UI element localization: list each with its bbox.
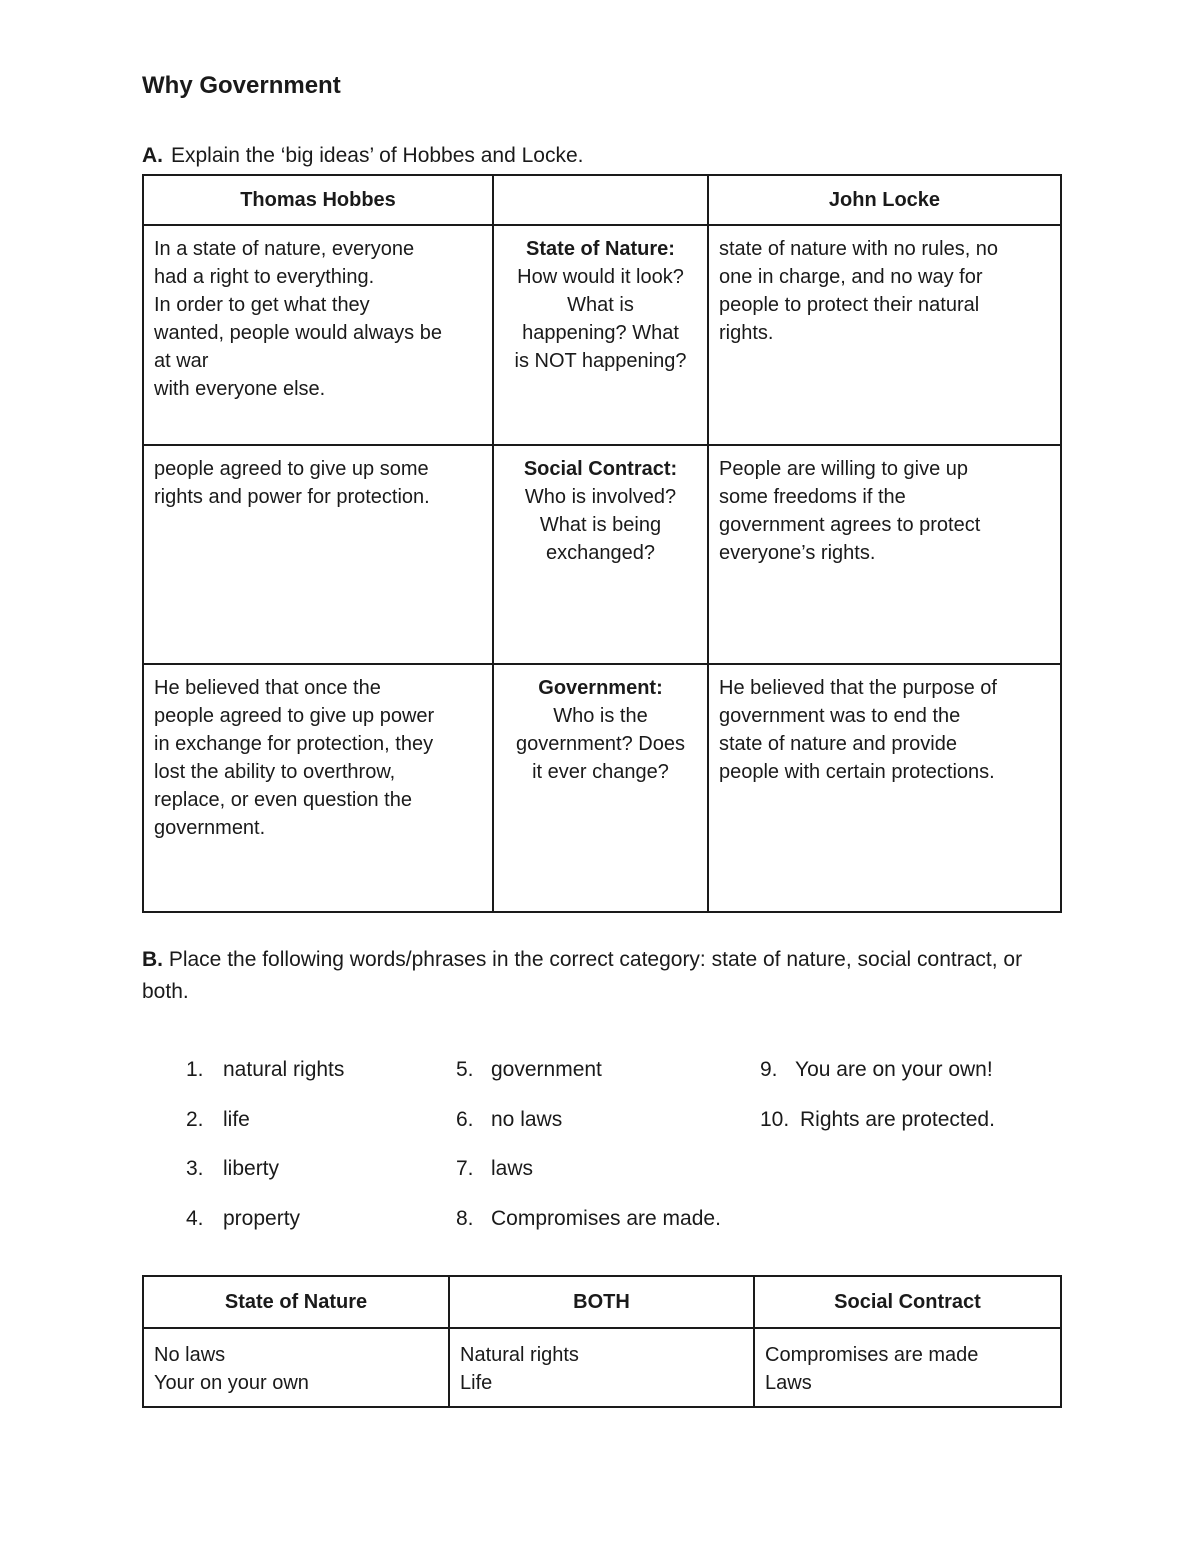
- prompt-government: [493, 664, 708, 912]
- list-number: 8.: [456, 1206, 474, 1230]
- list-number: 6.: [456, 1107, 474, 1131]
- header-hobbes: Thomas Hobbes: [143, 175, 493, 225]
- prompt-text: Who is involved? What is being exchanged?: [524, 486, 677, 564]
- header-middle: [493, 175, 708, 225]
- locke-government: He believed that the purpose of government was to end the state of nature and provide people with certain protections.: [708, 664, 1061, 912]
- list-item: [456, 1056, 721, 1106]
- list-text: life: [223, 1107, 250, 1131]
- hobbes-locke-table: [142, 174, 1062, 913]
- header-locke: John Locke: [708, 175, 1061, 225]
- list-item: [186, 1205, 344, 1255]
- answer-state-of-nature: No laws Your on your own: [143, 1328, 449, 1407]
- list-text: liberty: [223, 1157, 280, 1180]
- header-social-contract: Social Contract: [754, 1276, 1061, 1328]
- list-text: Rights are protected.: [800, 1107, 995, 1131]
- list-text: no laws: [491, 1107, 563, 1131]
- hobbes-social-contract: people agreed to give up some rights and power for protection.: [143, 445, 493, 664]
- list-text: natural rights: [223, 1058, 345, 1081]
- list-text: Compromises are made.: [491, 1206, 721, 1230]
- list-number: 10.: [760, 1107, 790, 1131]
- prompt-title: State of Nature:: [526, 238, 675, 260]
- word-list-column-1: [186, 1056, 344, 1254]
- locke-social-contract: People are willing to give up some freedoms if the government agrees to protect everyone’s rights.: [708, 445, 1061, 664]
- prompt-state-of-nature: [493, 225, 708, 445]
- section-a-instruction: [142, 144, 584, 168]
- list-item: [186, 1155, 344, 1205]
- prompt-title: Government:: [538, 677, 663, 699]
- prompt-social-contract: [493, 445, 708, 664]
- hobbes-government: He believed that once the people agreed to give up power in exchange for protection, they lost the ability to overthrow, replace, or even question the government.: [143, 664, 493, 912]
- word-list-column-2: [456, 1056, 721, 1254]
- list-number: 5.: [456, 1058, 474, 1081]
- section-a-text: Explain the ‘big ideas’ of Hobbes and Locke.: [171, 144, 584, 167]
- prompt-title: Social Contract:: [523, 458, 678, 480]
- list-number: 2.: [186, 1107, 204, 1131]
- list-item: [186, 1056, 344, 1106]
- list-item: [760, 1056, 995, 1106]
- list-text: government: [491, 1058, 602, 1081]
- section-a-letter: A.: [142, 144, 163, 167]
- list-number: 7.: [456, 1157, 474, 1180]
- category-table: [142, 1275, 1062, 1408]
- list-number: 9.: [760, 1058, 778, 1081]
- list-number: 4.: [186, 1206, 204, 1230]
- prompt-text: How would it look? What is happening? What is NOT happening?: [514, 266, 687, 372]
- list-text: laws: [491, 1157, 534, 1180]
- section-b-text: Place the following words/phrases in the correct category: state of nature, social contract, or both.: [142, 948, 1023, 1003]
- page-title: Why Government: [142, 72, 341, 99]
- header-state-of-nature: State of Nature: [143, 1276, 449, 1328]
- section-b-instruction: [142, 944, 1042, 1008]
- answer-both: Natural rights Life: [449, 1328, 754, 1407]
- list-item: [456, 1155, 721, 1205]
- hobbes-state-of-nature: In a state of nature, everyone had a right to everything. In order to get what they wanted, people would always be at war with everyone else.: [143, 225, 493, 445]
- list-number: 1.: [186, 1058, 204, 1081]
- list-number: 3.: [186, 1157, 204, 1180]
- list-text: property: [223, 1206, 301, 1230]
- answer-social-contract: Compromises are made Laws: [754, 1328, 1061, 1407]
- prompt-text: Who is the government? Does it ever change?: [516, 705, 685, 783]
- header-both: BOTH: [449, 1276, 754, 1328]
- list-text: You are on your own!: [795, 1058, 993, 1081]
- list-item: [456, 1205, 721, 1255]
- list-item: [186, 1106, 344, 1156]
- locke-state-of-nature: state of nature with no rules, no one in charge, and no way for people to protect their natural rights.: [708, 225, 1061, 445]
- word-list-column-3: [760, 1056, 995, 1155]
- list-item: [456, 1106, 721, 1156]
- list-item: [760, 1106, 995, 1156]
- section-b-letter: B.: [142, 948, 163, 971]
